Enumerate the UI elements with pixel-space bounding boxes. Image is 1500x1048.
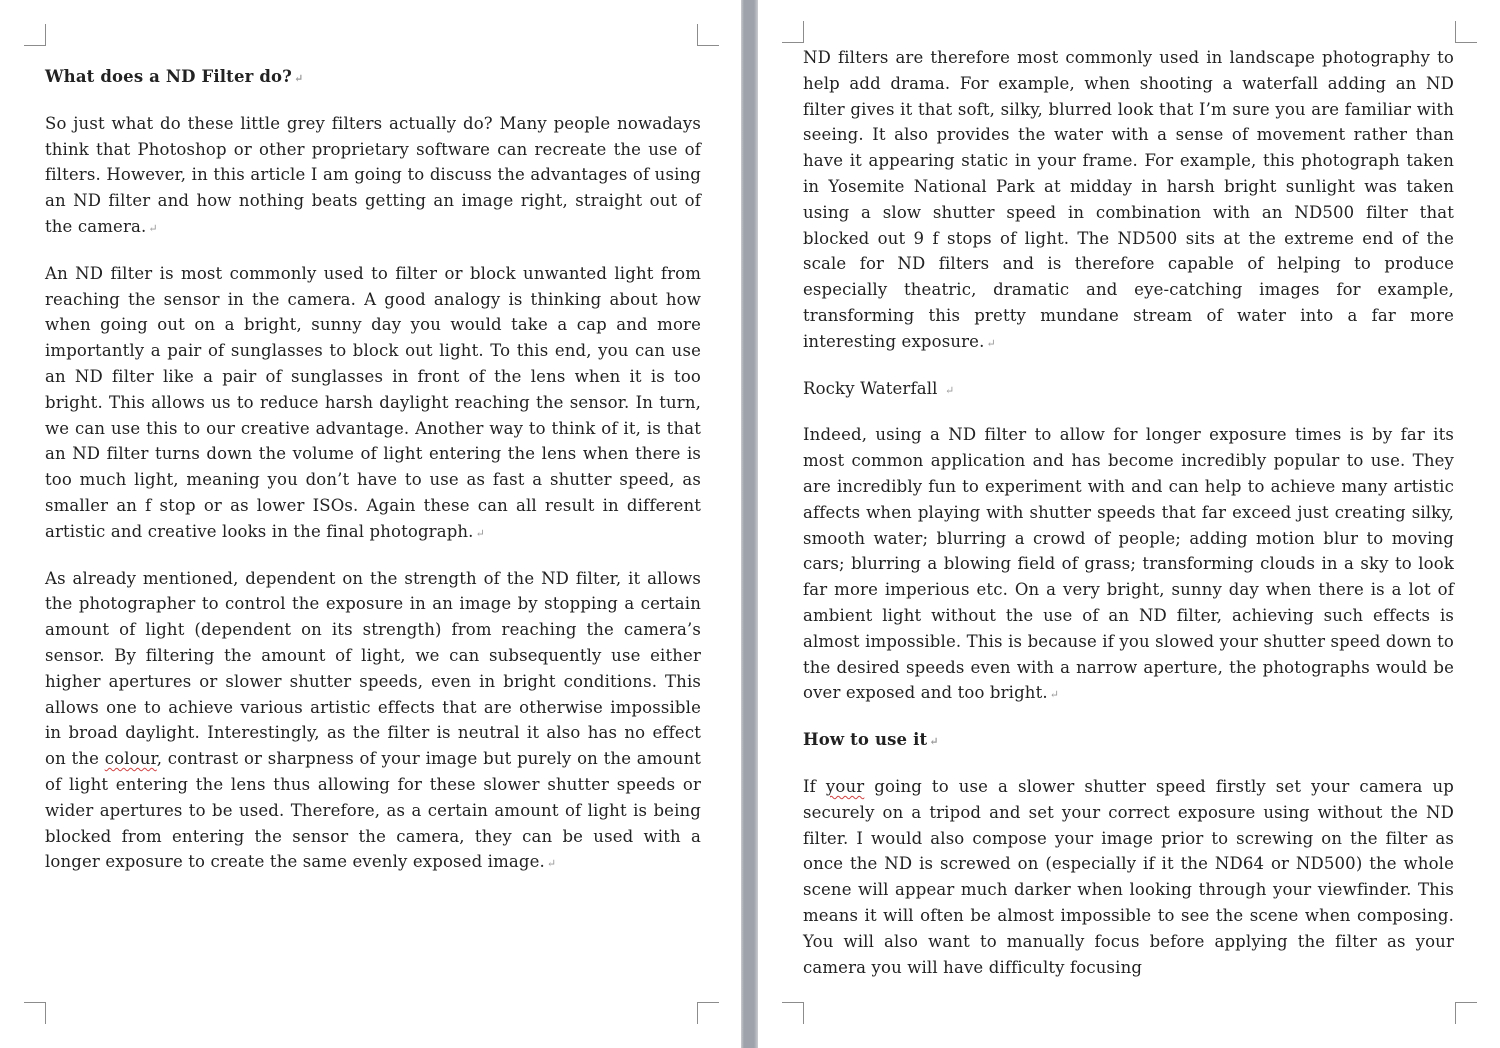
crop-mark-top-left — [24, 24, 46, 46]
image-caption: Rocky Waterfall ↵ — [803, 378, 955, 398]
crop-mark-bottom-right — [1455, 1002, 1477, 1024]
paragraph: ND filters are therefore most commonly used in landscape photography to help add drama. For example, when shooting a waterfall adding an ND filter gives it that soft, silky, blurred look that I’m sure you are familiar with seeing. It also provides the water with a sense of movement rather than have it appearing static in your frame. For example, this photograph taken in Yosemite National Park at midday in harsh bright sunlight was taken using a slow shutter speed in combination with an ND500 filter that blocked out 9 f stops of light. The ND500 sits at the extreme end of the scale for ND filters and is therefore capable of helping to produce especially theatric, dramatic and eye-catching images for example, transforming this pretty mundane stream of water into a far more interesting exposure. ↵ — [803, 48, 1454, 351]
section-heading: What does a ND Filter do? ↵ — [45, 67, 304, 86]
crop-mark-top-right — [1455, 21, 1477, 43]
crop-mark-top-left — [782, 21, 804, 43]
crop-mark-bottom-left — [24, 1002, 46, 1024]
paragraph: Indeed, using a ND filter to allow for longer exposure times is by far its most common application and has become incredibly popular to use. They are incredibly fun to experiment with and can help to achieve many artistic affects when playing with shutter speeds that far exceed just creating silky, smooth water; blurring a crowd of people; adding motion blur to moving cars; blurring a blowing field of grass; transforming clouds in a sky to look far more imperious etc. On a very bright, sunny day when there is a lot of ambient light without the use of an ND filter, achieving such effects is almost impossible. This is because if you slowed your shutter speed down to the desired speeds even with a narrow aperture, the photographs would be over exposed and too bright. ↵ — [803, 425, 1454, 703]
paragraph: An ND filter is most commonly used to filter or block unwanted light from reaching the sensor in the camera. A good analogy is thinking about how when going out on a bright, sunny day you would take a cap and more importantly a pair of sunglasses to block out light. To this end, you can use an ND filter like a pair of sunglasses in front of the lens when it is too bright. This allows us to reduce harsh daylight reaching the sensor. In turn, we can use this to our creative advantage. Another way to think of it, is that an ND filter turns down the volume of light entering the lens when there is too much light, meaning you don’t have to use as fast a shutter speed, as smaller an f stop or as lower ISOs. Again these can all result in different artistic and creative looks in the final photograph. ↵ — [45, 263, 701, 541]
page-body[interactable] — [45, 64, 701, 896]
document-page-left — [0, 0, 741, 1048]
crop-mark-bottom-left — [782, 1002, 804, 1024]
section-heading: How to use it ↵ — [803, 730, 939, 750]
page-gap — [741, 0, 758, 1048]
paragraph: As already mentioned, dependent on the strength of the ND filter, it allows the photographer to control the exposure in an image by stopping a certain amount of light (dependent on its strength) from reaching the camera’s sensor. By filtering the amount of light, we can subsequently use either higher apertures or slower shutter speeds, even in bright conditions. This allows one to achieve various artistic effects that are otherwise impossible in broad daylight. Interestingly, as the filter is neutral it also has no effect on the colour, contrast or sharpness of your image but purely on the amount of light entering the lens thus allowing for these slower shutter speeds or wider apertures to be used. Therefore, as a certain amount of light is being blocked from entering the sensor the camera, they can be used with a longer exposure to create the same evenly exposed image. ↵ — [45, 568, 702, 872]
crop-mark-bottom-right — [697, 1002, 719, 1024]
paragraph: If your going to use a slower shutter speed firstly set your camera up securely on a tripod and set your correct exposure using without the ND filter. I would also compose your image prior to screwing on the filter as once the ND is screwed on (especially if it the ND64 or ND500) the whole scene will appear much darker when looking through your viewfinder. This means it will often be almost impossible to see the scene when composing. You will also want to manually focus before applying the filter as your camera you will have difficulty focusing — [803, 776, 1454, 977]
crop-mark-top-right — [697, 24, 719, 46]
paragraph: So just what do these little grey filters actually do? Many people nowadays think that Photoshop or other proprietary software can recreate the use of filters. However, in this article I am going to discuss the advantages of using an ND filter and how nothing beats getting an image right, straight out of the camera. ↵ — [45, 113, 701, 236]
spelling-flag[interactable]: colour — [104, 749, 157, 769]
document-page-right — [758, 0, 1500, 1048]
page-body[interactable] — [803, 45, 1454, 999]
spelling-flag[interactable]: your — [825, 776, 865, 796]
